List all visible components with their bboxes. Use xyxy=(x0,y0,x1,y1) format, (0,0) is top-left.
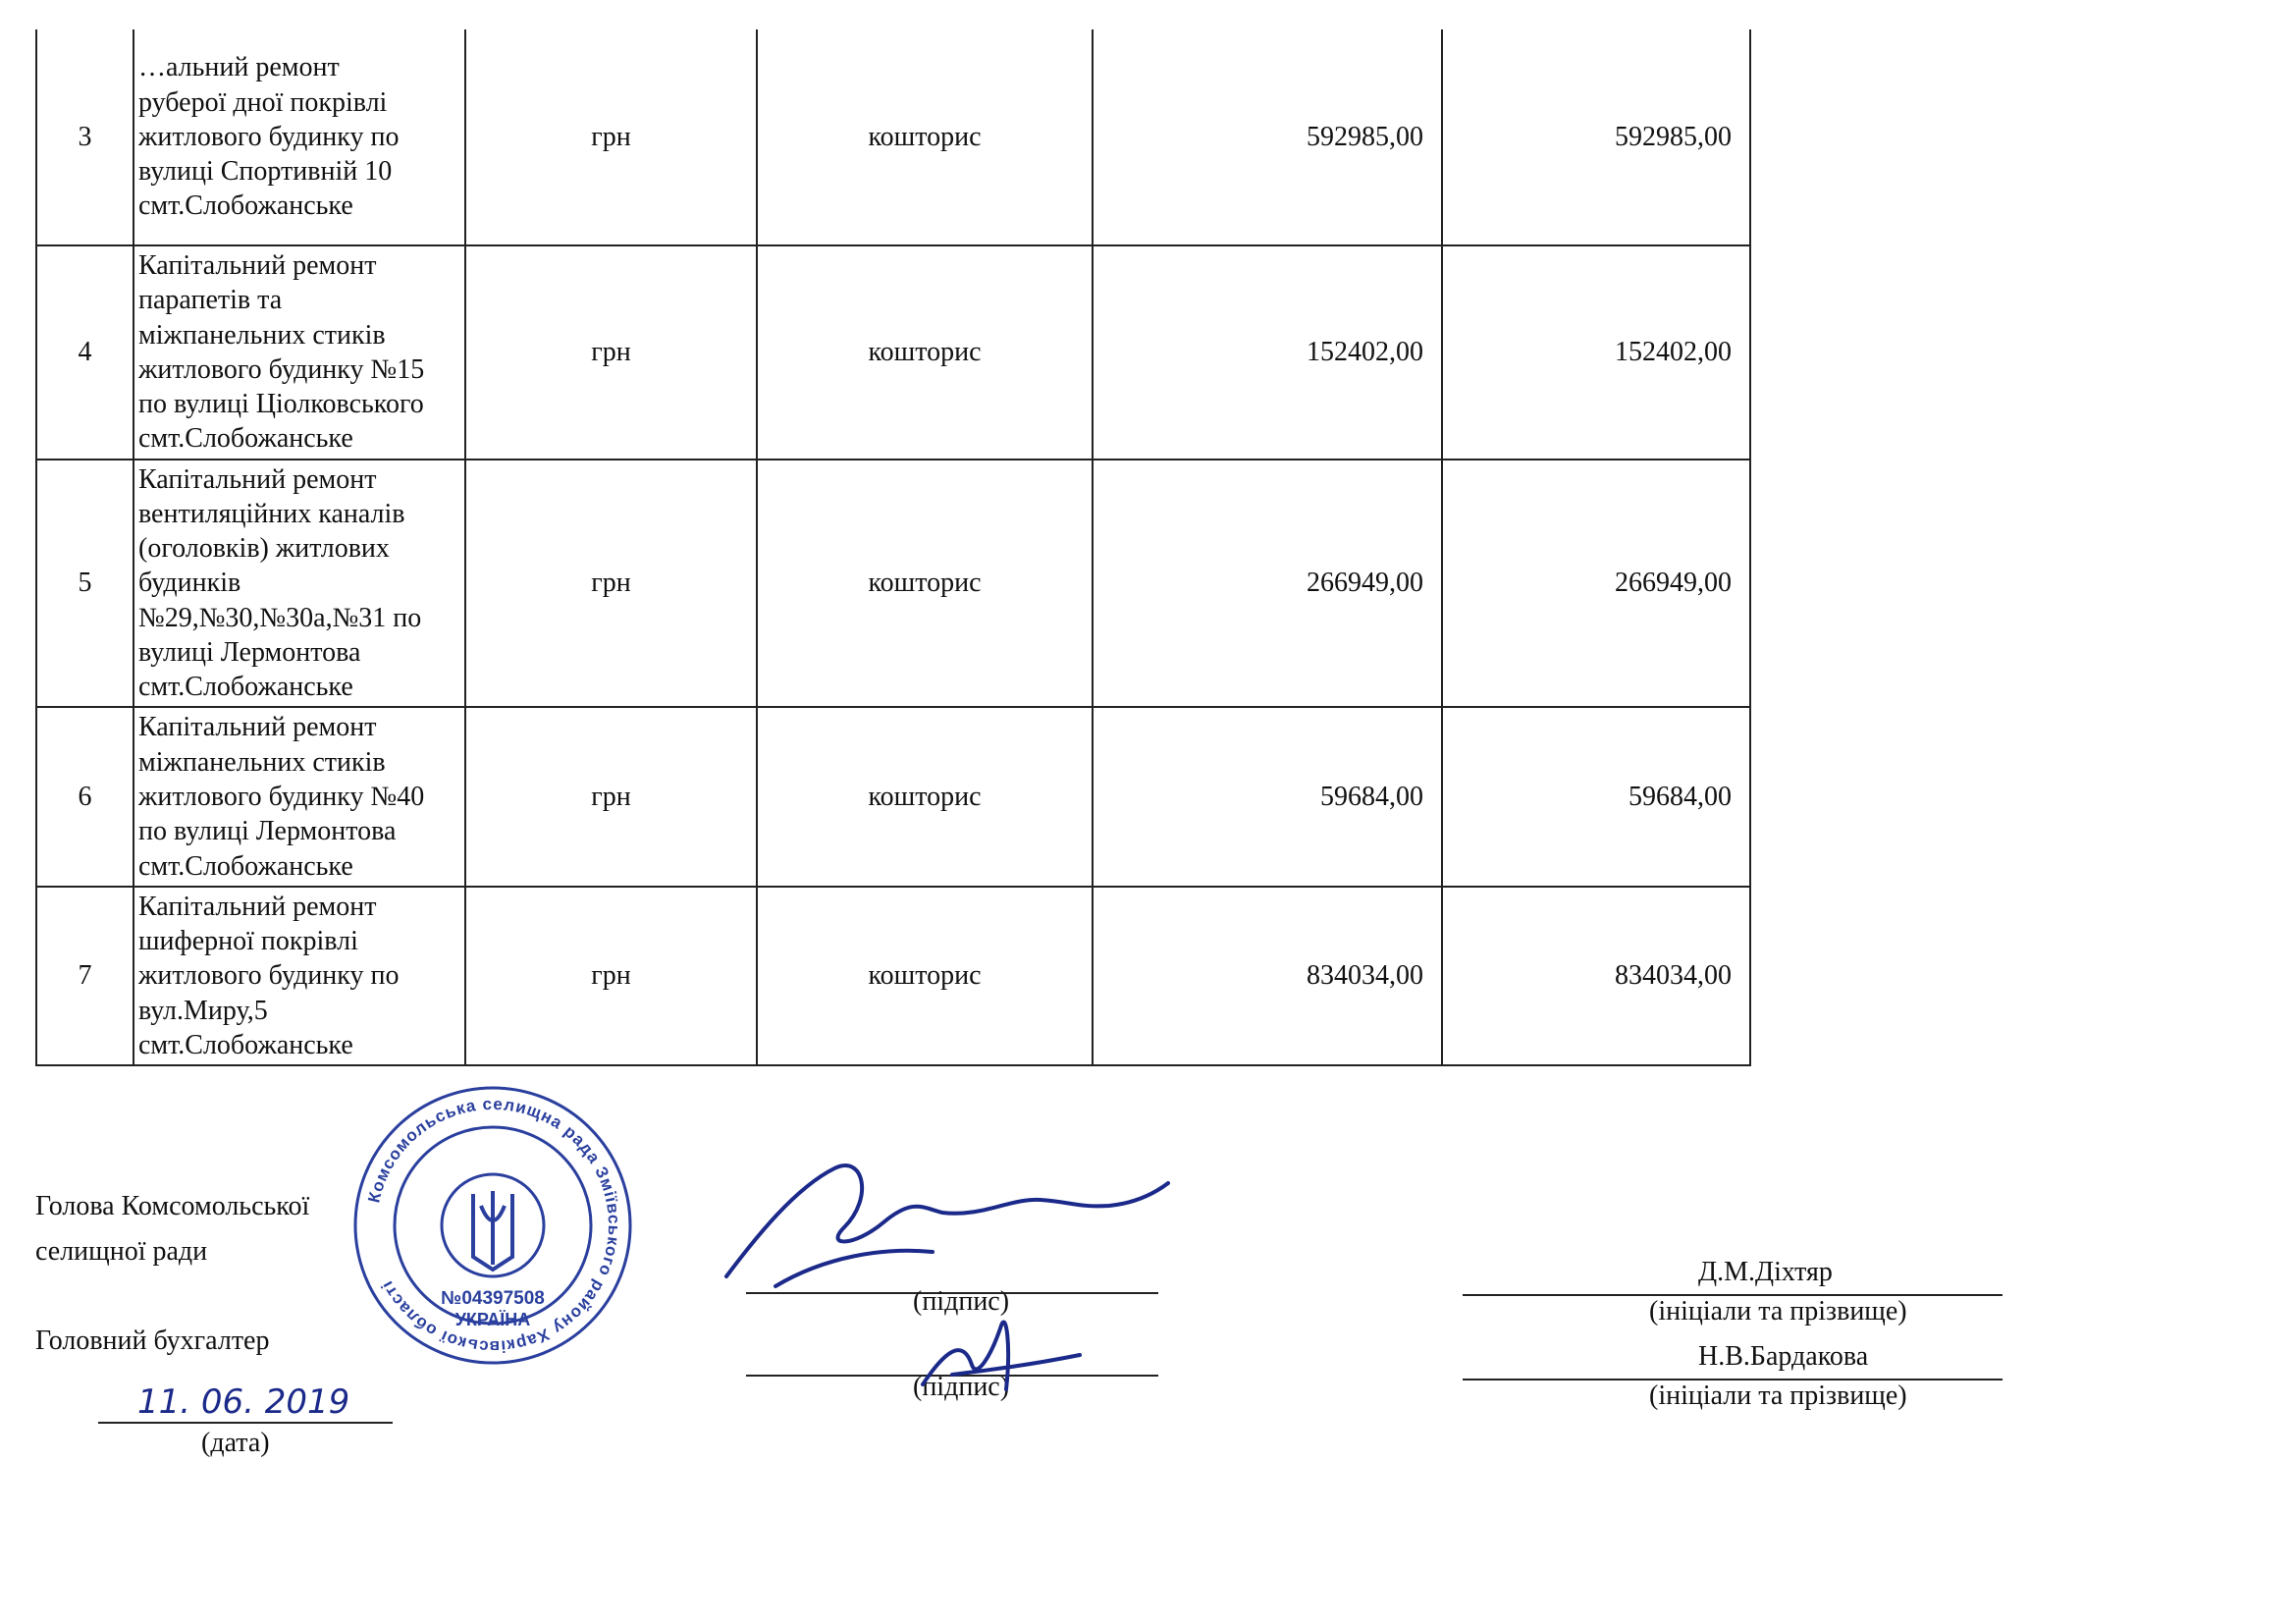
work-description-line: міжпанельних стиків xyxy=(138,746,386,778)
official-stamp xyxy=(346,1078,640,1373)
plan-value: 266949,00 xyxy=(1093,460,1442,708)
row-number: 7 xyxy=(36,887,133,1065)
source-cell: кошторис xyxy=(757,460,1093,708)
budget-table-container xyxy=(35,29,1751,1066)
date-handwritten: 11. 06. 2019 xyxy=(137,1382,350,1422)
head-name-caption: (ініціали та прізвище) xyxy=(1649,1296,1907,1326)
work-description-line: смт.Слобожанське xyxy=(138,1029,353,1060)
date-caption: (дата) xyxy=(201,1428,270,1458)
head-sign-caption: (підпис) xyxy=(913,1286,1010,1317)
work-description-line: житлового будинку по xyxy=(138,960,400,992)
work-description-line: житлового будинку №15 xyxy=(138,353,425,385)
work-description xyxy=(133,707,465,886)
work-description-line: (оголовків) житлових xyxy=(138,533,390,565)
total-value: 266949,00 xyxy=(1442,460,1750,708)
table-row xyxy=(36,460,1750,708)
plan-value: 592985,00 xyxy=(1093,29,1442,245)
work-description-line: руберої дної покрівлі xyxy=(138,86,388,118)
unit-cell: грн xyxy=(465,29,757,245)
work-description-line: по вулиці Ціолковського xyxy=(138,389,424,420)
work-description-line: вулиці Лермонтова xyxy=(138,636,361,668)
row-number: 5 xyxy=(36,460,133,708)
svg-text:Комсомольська селищна рада Змі: Комсомольська селищна рада Зміївського району Харківської області xyxy=(364,1094,624,1357)
unit-cell: грн xyxy=(465,245,757,460)
work-description-line: вентиляційних каналів xyxy=(138,498,405,529)
work-description-line: Капітальний ремонт xyxy=(138,463,377,495)
work-description-line: смт.Слобожанське xyxy=(138,423,353,455)
table-row xyxy=(36,887,1750,1065)
total-value: 152402,00 xyxy=(1442,245,1750,460)
plan-value: 152402,00 xyxy=(1093,245,1442,460)
total-value: 59684,00 xyxy=(1442,707,1750,886)
work-description-line: Капітальний ремонт xyxy=(138,712,377,743)
work-description-line: житлового будинку по xyxy=(138,121,400,152)
work-description-line: №29,№30,№30а,№31 по xyxy=(138,602,422,633)
accountant-name-caption: (ініціали та прізвище) xyxy=(1649,1380,1907,1411)
unit-cell: грн xyxy=(465,707,757,886)
unit-cell: грн xyxy=(465,887,757,1065)
row-number: 6 xyxy=(36,707,133,886)
work-description-line: парапетів та xyxy=(138,285,283,316)
date-line xyxy=(98,1422,393,1424)
work-description xyxy=(133,887,465,1065)
work-description-line: міжпанельних стиків xyxy=(138,319,386,351)
accountant-sign-caption: (підпис) xyxy=(913,1372,1010,1402)
work-description-line: смт.Слобожанське xyxy=(138,672,353,703)
trident-icon xyxy=(473,1191,512,1270)
work-description-line: Капітальний ремонт xyxy=(138,891,377,922)
accountant-signature xyxy=(883,1296,1099,1414)
accountant-name: Н.В.Бардакова xyxy=(1698,1341,1869,1372)
table-row xyxy=(36,707,1750,886)
work-description xyxy=(133,245,465,460)
source-cell: кошторис xyxy=(757,707,1093,886)
table-row xyxy=(36,29,1750,245)
work-description xyxy=(133,29,465,245)
work-description-line: смт.Слобожанське xyxy=(138,850,353,882)
work-description-line: будинків xyxy=(138,568,241,599)
source-cell: кошторис xyxy=(757,29,1093,245)
work-description-line: смт.Слобожанське xyxy=(138,190,353,222)
work-description-line: …альний ремонт xyxy=(138,52,340,83)
source-cell: кошторис xyxy=(757,887,1093,1065)
head-title-line2: селищної ради xyxy=(35,1236,208,1267)
work-description-line: вулиці Спортивній 10 xyxy=(138,156,393,188)
table-row xyxy=(36,245,1750,460)
svg-text:№04397508: №04397508 xyxy=(441,1288,545,1309)
accountant-title: Головний бухгалтер xyxy=(35,1326,270,1356)
head-title-line1: Голова Комсомольської xyxy=(35,1191,310,1221)
budget-table xyxy=(35,29,1751,1066)
svg-text:УКРАЇНА: УКРАЇНА xyxy=(454,1310,531,1329)
unit-cell: грн xyxy=(465,460,757,708)
work-description-line: вул.Миру,5 xyxy=(138,995,268,1026)
head-title xyxy=(35,1191,309,1268)
total-value: 834034,00 xyxy=(1442,887,1750,1065)
head-name: Д.М.Діхтяр xyxy=(1698,1257,1833,1287)
row-number: 4 xyxy=(36,245,133,460)
work-description-line: житлового будинку №40 xyxy=(138,781,425,812)
plan-value: 59684,00 xyxy=(1093,707,1442,886)
row-number: 3 xyxy=(36,29,133,245)
plan-value: 834034,00 xyxy=(1093,887,1442,1065)
work-description-line: по вулиці Лермонтова xyxy=(138,816,397,847)
source-cell: кошторис xyxy=(757,245,1093,460)
work-description-line: Капітальний ремонт xyxy=(138,250,377,281)
work-description-line: шиферної покрівлі xyxy=(138,926,358,957)
work-description xyxy=(133,460,465,708)
total-value: 592985,00 xyxy=(1442,29,1750,245)
